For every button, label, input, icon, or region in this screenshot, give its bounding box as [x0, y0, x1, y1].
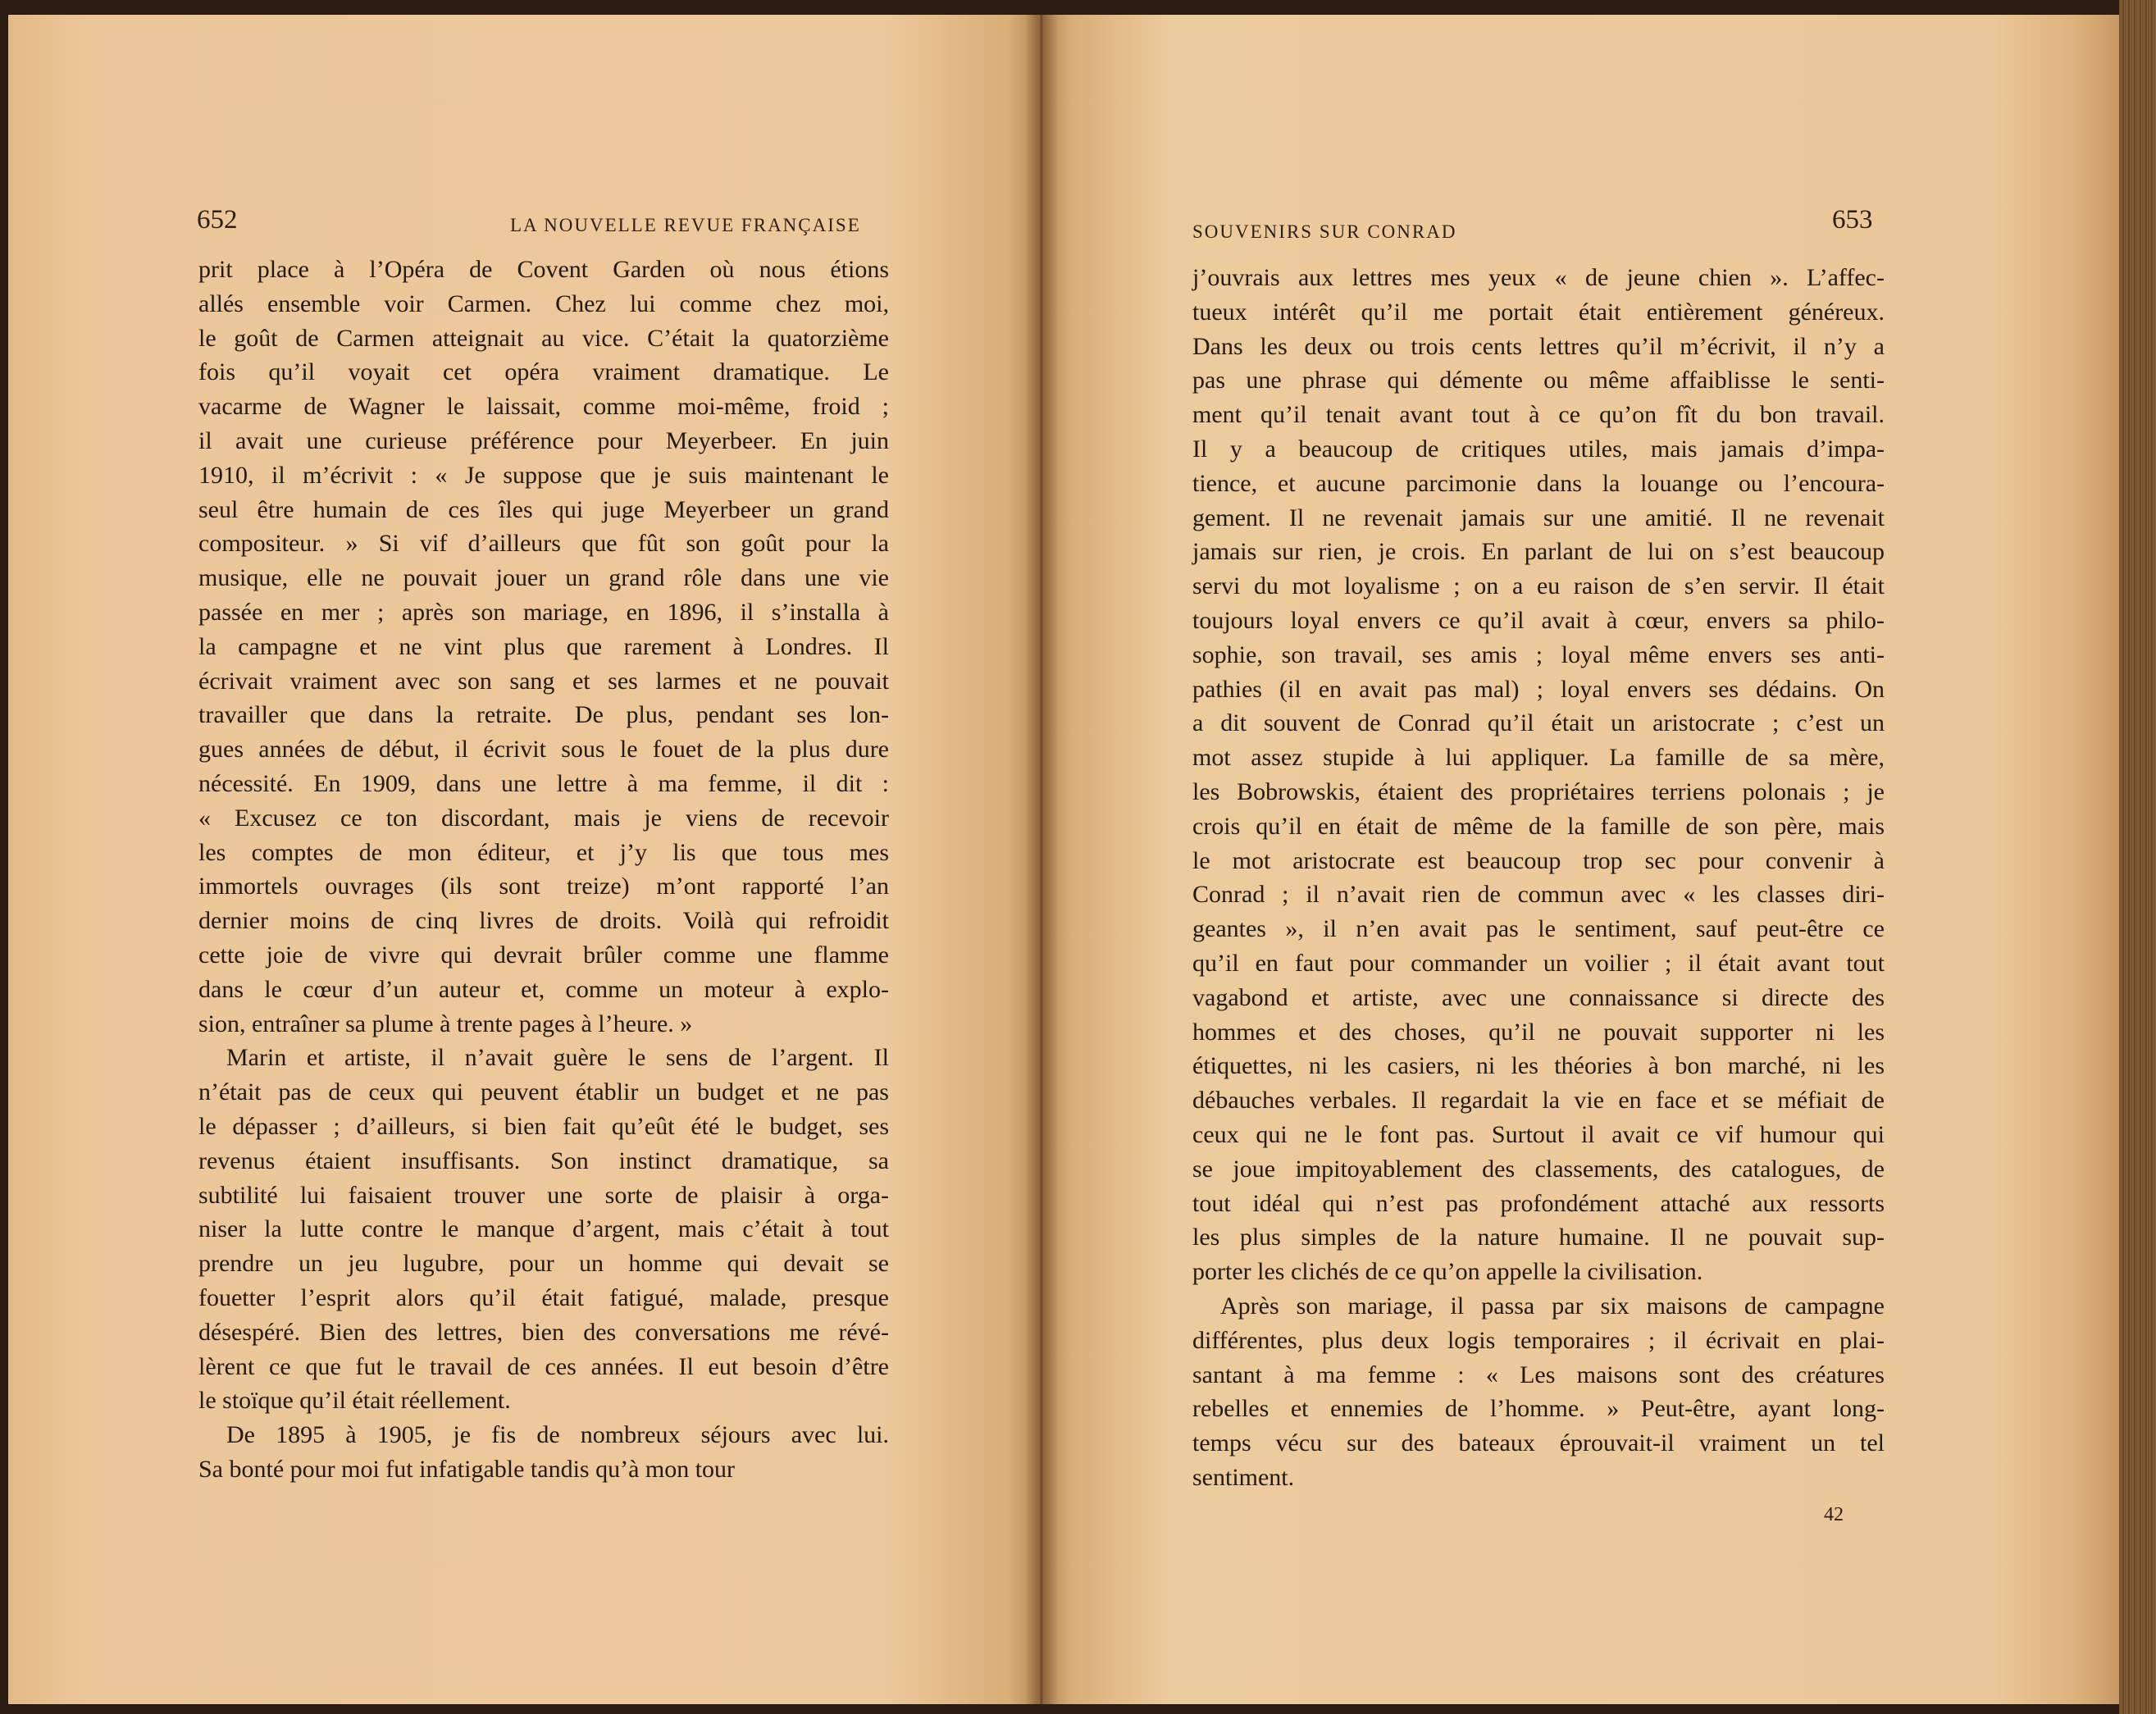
text-line: vagabond et artiste, avec une connaissance si directe des: [1192, 983, 1885, 1011]
text-line: tueux intérêt qu’il me portait était entièrement généreux.: [1192, 298, 1885, 326]
text-line: prit place à l’Opéra de Covent Garden où nous étions: [198, 256, 889, 283]
text-line: travailler que dans la retraite. De plus, pendant ses lon-: [198, 701, 889, 729]
text-line: Dans les deux ou trois cents lettres qu’il m’écrivit, il n’y a: [1192, 332, 1885, 360]
left-page: [8, 15, 1040, 1704]
text-line: vacarme de Wagner le laissait, comme moi-même, froid ;: [198, 393, 889, 421]
text-line: gement. Il ne revenait jamais sur une amitié. Il ne revenait: [1192, 504, 1885, 531]
text-line: Conrad ; il n’avait rien de commun avec « les classes diri-: [1192, 881, 1885, 909]
text-line: qu’il en faut pour commander un voilier ; il était avant tout: [1192, 949, 1885, 977]
text-line: compositeur. » Si vif d’ailleurs que fût son goût pour la: [198, 530, 889, 558]
text-line: passée en mer ; après son mariage, en 1896, il s’installa à: [198, 598, 889, 626]
text-line: De 1895 à 1905, je fis de nombreux séjours avec lui.: [226, 1421, 889, 1449]
left-running-head: LA NOUVELLE REVUE FRANÇAISE: [510, 215, 861, 235]
text-line: débauches verbales. Il regardait la vie en face et se méfiait de: [1192, 1087, 1885, 1115]
text-line: immortels ouvrages (ils sont treize) m’ont rapporté l’an: [198, 873, 889, 900]
text-line: ment qu’il tenait avant tout à ce qu’on fît du bon travail.: [1192, 401, 1885, 429]
text-line: sophie, son travail, ses amis ; loyal même envers ses anti-: [1192, 640, 1885, 668]
text-line: lèrent ce que fut le travail de ces années. Il eut besoin d’être: [198, 1352, 889, 1380]
text-line: pathies (il en avait pas mal) ; loyal envers ses dédains. On: [1192, 675, 1885, 703]
text-line: rebelles et ennemies de l’homme. » Peut-être, ayant long-: [1192, 1395, 1885, 1423]
text-line: cette joie de vivre qui devrait brûler comme une flamme: [198, 941, 889, 969]
text-line: hommes et des choses, qu’il ne pouvait supporter ni les: [1192, 1018, 1885, 1046]
right-text-block: [1192, 261, 1885, 1495]
text-line: gues années de début, il écrivit sous le fouet de la plus dure: [198, 736, 889, 764]
text-line: Après son mariage, il passa par six maisons de campagne: [1220, 1292, 1885, 1320]
text-line: a dit souvent de Conrad qu’il était un aristocrate ; c’est un: [1192, 709, 1885, 737]
left-text-block: [198, 253, 889, 1487]
text-line: étiquettes, ni les casiers, ni les théories à bon marché, ni les: [1192, 1052, 1885, 1080]
text-line: revenus étaient insuffisants. Son instinct dramatique, sa: [198, 1146, 889, 1174]
right-page-number: 653: [1832, 205, 1873, 235]
text-line: geantes », il n’en avait pas le sentiment, sauf peut-être ce: [1192, 915, 1885, 943]
text-line: nécessité. En 1909, dans une lettre à ma femme, il dit :: [198, 769, 889, 797]
text-line: prendre un jeu lugubre, pour un homme qui devait se: [198, 1250, 889, 1278]
text-line: servi du mot loyalisme ; on a eu raison de s’en servir. Il était: [1192, 572, 1885, 600]
text-line: allés ensemble voir Carmen. Chez lui comme chez moi,: [198, 289, 889, 317]
signature-mark: 42: [1824, 1504, 1844, 1525]
text-line: les comptes de mon éditeur, et j’y lis que tous mes: [198, 838, 889, 866]
text-line: niser la lutte contre le manque d’argent, mais c’était à tout: [198, 1215, 889, 1243]
text-line: toujours loyal envers ce qu’il avait à cœur, envers sa philo-: [1192, 606, 1885, 634]
text-line: tout idéal qui n’est pas profondément attaché aux ressorts: [1192, 1189, 1885, 1217]
text-line: le dépasser ; d’ailleurs, si bien fait qu’eût été le budget, ses: [198, 1112, 889, 1140]
text-line: le stoïque qu’il était réellement.: [198, 1387, 511, 1415]
text-line: « Excusez ce ton discordant, mais je viens de recevoir: [198, 804, 889, 832]
text-line: différentes, plus deux logis temporaires ; il écrivait en plai-: [1192, 1326, 1885, 1354]
text-line: sentiment.: [1192, 1463, 1295, 1491]
text-line: temps vécu sur des bateaux éprouvait-il vraiment un tel: [1192, 1429, 1885, 1457]
left-page-number: 652: [197, 205, 238, 235]
text-line: écrivait vraiment avec son sang et ses larmes et ne pouvait: [198, 667, 889, 695]
text-line: jamais sur rien, je crois. En parlant de lui on s’est beaucoup: [1192, 538, 1885, 566]
text-line: porter les clichés de ce qu’on appelle la civilisation.: [1192, 1258, 1703, 1286]
text-line: tience, et aucune parcimonie dans la louange ou l’encoura-: [1192, 469, 1885, 497]
text-line: dernier moins de cinq livres de droits. Voilà qui refroidit: [198, 907, 889, 935]
text-line: Il y a beaucoup de critiques utiles, mais jamais d’impa-: [1192, 435, 1885, 463]
text-line: subtilité lui faisaient trouver une sorte de plaisir à orga-: [198, 1181, 889, 1209]
right-running-head: SOUVENIRS SUR CONRAD: [1192, 221, 1457, 242]
page-edges: [2119, 0, 2156, 1714]
text-line: j’ouvrais aux lettres mes yeux « de jeune chien ». L’affec-: [1192, 264, 1885, 291]
text-line: seul être humain de ces îles qui juge Meyerbeer un grand: [198, 495, 889, 523]
text-line: mot assez stupide à lui appliquer. La famille de sa mère,: [1192, 744, 1885, 772]
text-line: fouetter l’esprit alors qu’il était fatigué, malade, presque: [198, 1283, 889, 1311]
text-line: le goût de Carmen atteignait au vice. C’était la quatorzième: [198, 324, 889, 352]
text-line: crois qu’il en était de même de la famille de son père, mais: [1192, 812, 1885, 840]
text-line: le mot aristocrate est beaucoup trop sec pour convenir à: [1192, 846, 1885, 874]
right-page: [1040, 15, 2122, 1704]
text-line: dans le cœur d’un auteur et, comme un moteur à explo-: [198, 975, 889, 1003]
text-line: pas une phrase qui démente ou même affaiblisse le senti-: [1192, 367, 1885, 394]
text-line: les Bobrowskis, étaient des propriétaires terriens polonais ; je: [1192, 777, 1885, 805]
gutter-shadow: [1025, 15, 1058, 1704]
text-line: les plus simples de la nature humaine. Il ne pouvait sup-: [1192, 1224, 1885, 1251]
text-line: Sa bonté pour moi fut infatigable tandis qu’à mon tour: [198, 1455, 736, 1483]
text-line: musique, elle ne pouvait jouer un grand rôle dans une vie: [198, 564, 889, 592]
text-line: fois qu’il voyait cet opéra vraiment dramatique. Le: [198, 358, 889, 386]
text-line: désespéré. Bien des lettres, bien des conversations me révé-: [198, 1318, 889, 1346]
text-line: santant à ma femme : « Les maisons sont des créatures: [1192, 1361, 1885, 1388]
text-line: sion, entraîner sa plume à trente pages à l’heure. »: [198, 1010, 693, 1037]
text-line: ceux qui ne le font pas. Surtout il avait ce vif humour qui: [1192, 1120, 1885, 1148]
text-line: 1910, il m’écrivit : « Je suppose que je suis maintenant le: [198, 461, 889, 489]
text-line: Marin et artiste, il n’avait guère le sens de l’argent. Il: [226, 1044, 889, 1072]
text-line: il avait une curieuse préférence pour Meyerbeer. En juin: [198, 426, 889, 454]
text-line: n’était pas de ceux qui peuvent établir un budget et ne pas: [198, 1078, 889, 1106]
text-line: la campagne et ne vint plus que rarement à Londres. Il: [198, 632, 889, 660]
text-line: se joue impitoyablement des classements, des catalogues, de: [1192, 1155, 1885, 1183]
